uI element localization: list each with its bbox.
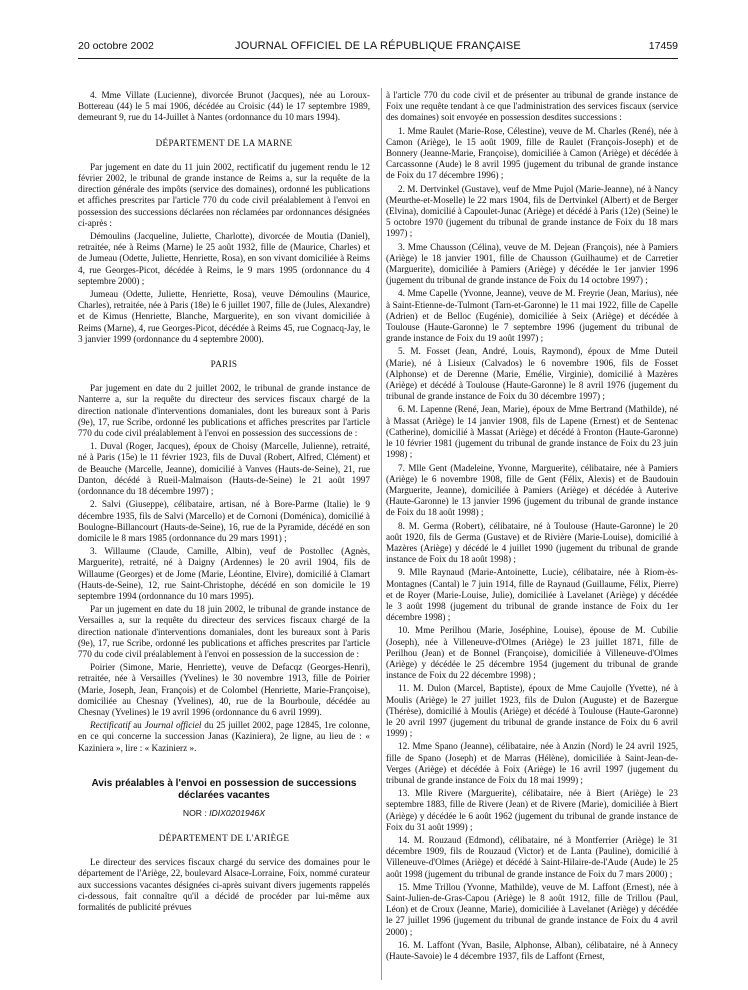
paragraph: 1. Duval (Roger, Jacques), époux de Choisy (Marcelle, Julienne), retraité, né à Paris (15e) le 11 février 1923, fils de Duval (Robert, Alfred, Clément) et de Beauche (Marcelle, Jeanne), domicilié à Vanves (Hauts-de-Seine), 21, rue Danton, décédé à Rueil-Malmaison (Hauts-de-Seine) le 21 août 1997 (ordonnance du 18 décembre 1997) ;: [78, 441, 370, 497]
header-title: JOURNAL OFFICIEL DE LA RÉPUBLIQUE FRANÇAISE: [235, 40, 521, 52]
nor-code: IDIX0201946X: [209, 807, 266, 818]
rectificatif-paragraph: [78, 720, 370, 754]
list-item: 6. M. Lapenne (René, Jean, Marie), époux de Mme Bertrand (Mathilde), né à Massat (Ariège) le 14 janvier 1908, fils de Lapene (Ernest) et de Sentenac (Catherine), domicilié à Massat (Ariège) et décédé à Fronton (Haute-Garonne) le 10 février 1981 (jugement du tribunal de grande instance de Foix du 23 juin 1998) ;: [386, 404, 678, 460]
nor-label: NOR :: [182, 807, 210, 818]
list-item: 1. Mme Raulet (Marie-Rose, Célestine), veuve de M. Charles (René), née à Camon (Ariège), le 15 août 1909, fille de Raulet (François-Joseph) et de Bonnery (Jeanne-Marie, Françoise), domiciliée à Camon (Ariège) et décédée à Carcassonne (Aude) le 8 avril 1995 (jugement du tribunal de grande instance de Foix du 17 décembre 1996) ;: [386, 125, 678, 181]
page-number: 17459: [648, 40, 678, 52]
paragraph: 4. Mme Villate (Lucienne), divorcée Brunot (Jacques), née au Loroux-Bottereau (44) le 5 mai 1906, décédée au Croisic (44) le 17 septembre 1989, demeurant 9, rue du 14-Juillet à Nantes (ordonnance du 10 mars 1994).: [78, 90, 370, 123]
paragraph: Par jugement en date du 11 juin 2002, rectificatif du jugement rendu le 12 février 2002, le tribunal de grande instance de Reims a, sur la requête de la direction générale des impôts (service des domaines), ordonné les publications et affiches prescrites par l'article 770 du code civil préalablement à l'envoi en possession des successions déclarées non réclamées par ordonnances désignées ci-après :: [78, 161, 370, 228]
header-rule: [78, 58, 678, 59]
text-fragment: du 25 juillet 2002, page 12845, 1re colonne, en ce qui concerne la succession Janas (Kaziniera), 2e ligne, au lieu de : « Kaziniera », lire : « Kazinierz ».: [78, 720, 370, 753]
section-heading-marne: DÉPARTEMENT DE LA MARNE: [155, 137, 293, 148]
list-item: 10. Mme Perilhou (Marie, Joséphine, Louise), épouse de M. Cubilie (Joseph), née à Villeneuve-d'Olmes (Ariège) le 23 juillet 1871, fille de Perilhou (Jean) et de Bonnel (Françoise), domiciliée à Villeneuve-d'Olmes (Ariège) y décédée le 25 décembre 1954 (jugement du tribunal de grande instance de Foix du 22 décembre 1998) ;: [386, 625, 678, 681]
nor-reference: [78, 808, 370, 819]
paragraph: Jumeau (Odette, Juliette, Henriette, Rosa), veuve Démoulins (Maurice, Charles), retraitée, née à Paris (18e) le 6 juillet 1907, fille de (Jules, Alexandre) et de Kimus (Henriette, Blanche, Marguerite), en son vivant domiciliée à Reims (Marne), 4, rue Georges-Picot, décédée à Reims 45, rue Cognacq-Jay, le 3 janvier 1999 (ordonnance du 4 septembre 2000).: [78, 289, 370, 344]
list-item: 13. Mlle Rivere (Marguerite), célibataire, née à Biert (Ariège) le 23 septembre 1883, fille de Rivere (Jean) et de Rivere (Marie), domiciliée à Biert (Ariège) y décédée le 6 août 1962 (jugement du tribunal de grande instance de Foix du 31 août 1999) ;: [386, 788, 678, 832]
paragraph: à l'article 770 du code civil et de présenter au tribunal de grande instance de Foix une requête tendant à ce que l'administration des services fiscaux (service des domaines) soit envoyée en possession desdites successions :: [386, 90, 678, 123]
list-item: 8. M. Germa (Robert), célibataire, né à Toulouse (Haute-Garonne) le 20 août 1920, fils de Germa (Gustave) et de Rivière (Marie-Louise), domicilié à Mazères (Ariège) y décédé le 4 juillet 1990 (jugement du tribunal de grande instance de Foix du 18 août 1998) ;: [386, 520, 678, 565]
paragraph: Par un jugement en date du 18 juin 2002, le tribunal de grande instance de Versailles a, sur la requête du directeur des services fiscaux chargé de la direction nationale d'interventions domaniales, dont les bureaux sont à Paris (9e), 17, rue Scribe, ordonné les publications et affiches prescrites par l'article 770 du code civil préalablement à l'envoi en possession de la succession de :: [78, 604, 370, 659]
page-header: [78, 38, 678, 56]
list-item: 4. Mme Capelle (Yvonne, Jeanne), veuve de M. Freyrie (Jean, Marius), née à Saint-Etienne-de-Tulmont (Tarn-et-Garonne) le 11 mai 1922, fille de Capelle (Adrien) et de Belloc (Eugénie), domiciliée à Seix (Ariège) et décédée à Toulouse (Haute-Garonne) le 7 septembre 1996 (jugement du tribunal de grande instance de Foix du 19 août 1997) ;: [386, 288, 678, 344]
journal-officiel-label: Journal officiel: [144, 720, 202, 731]
notice-heading: Avis préalables à l'envoi en possession de successions déclarées vacantes: [91, 777, 357, 801]
paragraph: Par jugement en date du 2 juillet 2002, le tribunal de grande instance de Nanterre a, sur la requête du directeur des services fiscaux chargé de la direction nationale d'interventions domaniales, dont les bureaux sont à Paris (9e), 17, rue Scribe, ordonné les publications et affiches prescrites par l'article 770 du code civil préalablement à l'envoi en possession des successions de :: [78, 383, 370, 439]
list-item: 9. Mlle Raynaud (Marie-Antoinette, Lucie), célibataire, née à Riom-ès-Montagnes (Cantal) le 7 juin 1914, fille de Raynaud (Guillaume, Félix, Pierre) et de Royer (Marie-Louise, Julie), domiciliée à Lavelanet (Ariège) y décédée le 3 août 1998 (jugement du tribunal de grande instance de Foix du 1er décembre 1998) ;: [386, 567, 678, 623]
list-item: 7. Mlle Gent (Madeleine, Yvonne, Marguerite), célibataire, née à Pamiers (Ariège) le 6 novembre 1908, fille de Gent (Félix, Alexis) et de Baudouin (Marguerite, Jeanne), domiciliée à Pamiers (Ariège) et décédée à Auterive (Haute-Garonne) le 13 janvier 1996 (jugement du tribunal de grande instance de Foix du 18 août 1998) ;: [386, 462, 678, 518]
paragraph: Le directeur des services fiscaux chargé du service des domaines pour le département de l'Ariège, 22, boulevard Alsace-Lorraine, Foix, nommé curateur aux successions vacantes désignées ci-après suivant divers jugements rappelés ci-dessous, fait connaître qu'il a décidé de procéder par lui-même aux formalités de publicité prévues: [78, 857, 370, 912]
section-heading-ariege: DÉPARTEMENT DE L'ARIÈGE: [158, 832, 290, 843]
paragraph: Poirier (Simone, Marie, Henriette), veuve de Defacqz (Georges-Henri), retraitée, née à Versailles (Yvelines) le 30 novembre 1913, fille de Poirier (Marie, Joseph, Jean, François) et de Colombel (Henriette, Marie-Françoise), domiciliée au Chesnay (Yvelines), 40, rue de la Bourboule, décédée au Chesnay (Yvelines) le 19 avril 1996 (ordonnance du 6 avril 1999).: [78, 662, 370, 717]
paragraph: Démoulins (Jacqueline, Juliette, Charlotte), divorcée de Moutia (Daniel), retraitée, née à Reims (Marne) le 25 août 1932, fille de (Maurice, Charles) et de Jumeau (Odette, Juliette, Henriette, Rosa), en son vivant domiciliée à Reims 4, rue Georges-Picot, décédée à Reims, le 9 mars 1995 (ordonnance du 4 septembre 2000) ;: [78, 231, 370, 286]
section-heading-paris: PARIS: [210, 359, 238, 370]
list-item: 16. M. Laffont (Yvan, Basile, Alphonse, Alban), célibataire, né à Annecy (Haute-Savoie) le 4 décembre 1937, fils de Laffont (Ernest,: [386, 939, 678, 962]
list-item: 2. M. Dertvinkel (Gustave), veuf de Mme Pujol (Marie-Jeanne), né à Nancy (Meurthe-et-Moselle) le 22 mars 1904, fils de Dertvinkel (Albert) et de Berger (Elvina), domicilié à Capoulet-Junac (Ariège) et décédé à Paris (12e) (Seine) le 5 octobre 1970 (jugement du tribunal de grande instance de Foix du 18 mars 1997) ;: [386, 183, 678, 239]
list-item: 12. Mme Spano (Jeanne), célibataire, née à Anzin (Nord) le 24 avril 1925, fille de Spano (Joseph) et de Marras (Hélène), domiciliée à Saint-Jean-de-Verges (Ariège) et décédée à Foix (Ariège) le 16 avril 1997 (jugement du tribunal de grande instance de Foix du 18 mai 1999) ;: [386, 741, 678, 785]
paragraph: 2. Salvi (Giuseppe), célibataire, artisan, né à Bore-Parme (Italie) le 9 décembre 1935, fils de Salvi (Marcello) et de Cornoni (Doménica), domicilié à Boulogne-Billancourt (Hauts-de-Seine), 16, rue de la Pyramide, décédé en son domicile le 8 mars 1985 (ordonnance du 29 mars 1991) ;: [78, 499, 370, 543]
list-item: 15. Mme Trillou (Yvonne, Mathilde), veuve de M. Laffont (Ernest), née à Saint-Julien-de-Gras-Capou (Ariège) le 8 août 1912, fille de Trillou (Paul, Léon) et de Croux (Jeanne, Marie), domiciliée à Lavelanet (Ariège) y décédée le 27 juillet 1996 (jugement du tribunal de grande instance de Foix du 4 avril 2000) ;: [386, 881, 678, 937]
left-column: [78, 90, 370, 982]
right-column: [386, 90, 678, 982]
header-date: 20 octobre 2002: [78, 40, 154, 52]
rectificatif-label: Rectificatif: [90, 720, 131, 731]
list-item: 11. M. Dulon (Marcel, Baptiste), époux de Mme Caujolle (Yvette), né à Moulis (Ariège) le 27 juillet 1923, fils de Dulon (Auguste) et de Bazergue (Thérèse), domicilié à Moulis (Ariège) et décédé à Toulouse (Haute-Garonne) le 20 avril 1997 (jugement du tribunal de grande instance de Foix du 6 avril 1999) ;: [386, 683, 678, 739]
paragraph: 3. Willaume (Claude, Camille, Albin), veuf de Postollec (Agnès, Marguerite), retraité, né à Daigny (Ardennes) le 20 avril 1904, fils de Willaume (Georges) et de Jome (Marie, Léontine, Elvire), domicilié à Clamart (Hauts-de-Seine), 12, rue Saint-Christophe, décédé en son domicile le 19 septembre 1994 (ordonnance du 10 mars 1995).: [78, 546, 370, 601]
column-separator: [381, 88, 382, 980]
list-item: 5. M. Fosset (Jean, André, Louis, Raymond), époux de Mme Duteil (Marie), né à Lisieux (Calvados) le 6 novembre 1906, fils de Fosset (Alphonse) et de Derenne (Marie, Emélie, Virginie), domicilié à Mazères (Ariège) et décédé à Toulouse (Haute-Garonne) le 8 avril 1976 (jugement du tribunal de grande instance de Foix du 30 décembre 1997) ;: [386, 346, 678, 402]
list-item: 3. Mme Chausson (Célina), veuve de M. Dejean (François), née à Pamiers (Ariège) le 18 janvier 1901, fille de Chausson (Guilhaume) et de Carretier (Marguerite), domiciliée à Pamiers (Ariège) y décédée le 1er janvier 1996 (jugement du tribunal de grande instance de Foix du 14 octobre 1997) ;: [386, 241, 678, 286]
text-fragment: au: [130, 720, 145, 731]
list-item: 14. M. Rouzaud (Edmond), célibataire, né à Montferrier (Ariège) le 31 décembre 1909, fils de Rouzaud (Victor) et de Lanta (Pauline), domicilié à Villeneuve-d'Olmes (Ariège) et décédé à Saint-Hilaire-de-l'Aude (Aude) le 25 août 1998 (jugement du tribunal de grande instance de Foix du 7 mars 2000) ;: [386, 835, 678, 879]
